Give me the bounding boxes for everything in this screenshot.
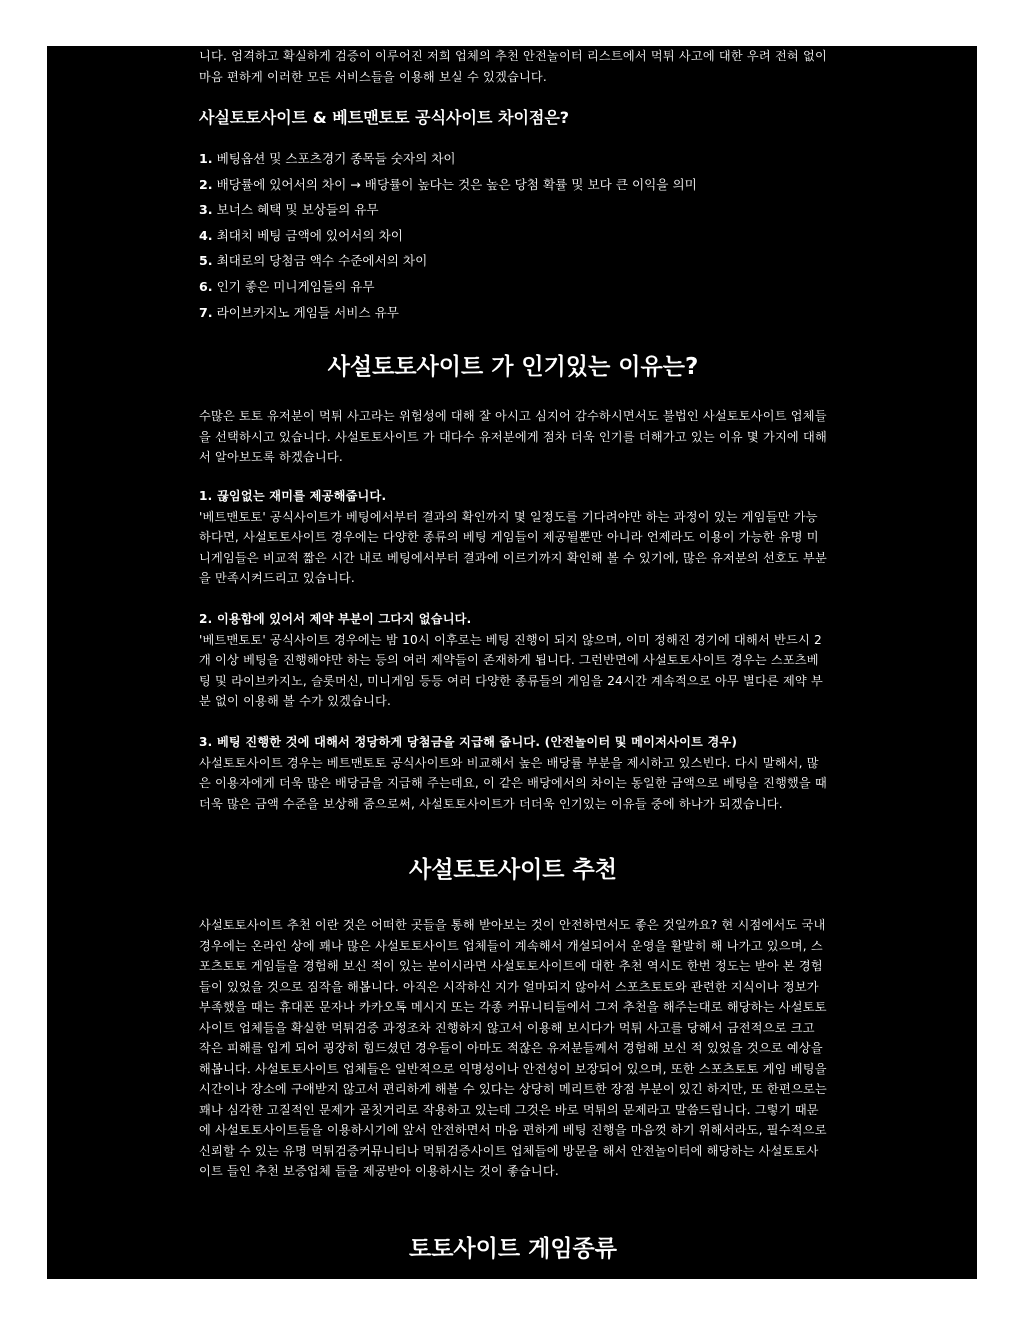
list-text: 최대로의 당첨금 액수 수준에서의 차이 [216, 253, 428, 269]
list-item [199, 197, 827, 223]
list-number: 1. [199, 151, 213, 166]
list-item [199, 172, 827, 198]
reason-title: 1. 끊임없는 재미를 제공해줍니다. [199, 489, 387, 503]
list-number: 2. [199, 176, 213, 192]
lead-paragraph: 니다. 엄격하고 확실하게 검증이 이루어진 저희 업체의 추천 안전놀이터 리스트에서 먹튀 사고에 대한 우려 전혀 없이 마음 편하게 이러한 모든 서비스들을 이용해 보실 수 있겠습니다. [199, 49, 827, 84]
list-text: 라이브카지노 게임들 서비스 유무 [216, 304, 399, 320]
comparison-heading: 사실토토사이트 & 베트맨토토 공식사이트 차이점은? [199, 108, 570, 127]
list-item [199, 300, 827, 326]
reason-body: 사설토토사이트 경우는 베트맨토토 공식사이트와 비교해서 높은 배당률 부분을 제시하고 있스빈다. 다시 말해서, 많은 이용자에게 더욱 많은 배당금을 지급해 주는데요, 이 같은 배당에서의 차이는 동일한 금액으로 베팅을 진행했을 때 더욱 많은 금액 수준을 보상해 줌으로써, 사설토토사이트가 더더욱 인기있는 이유들 중에 하나가 되겠습니다. [199, 755, 827, 811]
reason-title: 2. 이용함에 있어서 제약 부분이 그다지 없습니다. [199, 612, 472, 626]
list-text: 최대치 베팅 금액에 있어서의 차이 [216, 227, 403, 243]
differences-list [199, 146, 827, 325]
list-item [199, 223, 827, 249]
list-item [199, 248, 827, 274]
list-number: 7. [199, 304, 213, 320]
list-item [199, 274, 827, 300]
reason-block [199, 732, 827, 814]
list-text: 베팅옵션 및 스포츠경기 종목들 숫자의 차이 [216, 151, 456, 166]
document-page [47, 46, 977, 1279]
recommend-heading: 사설토토사이트 추천 [409, 857, 617, 883]
reasons-section [199, 486, 827, 835]
reason-block [199, 609, 827, 712]
reason-block [199, 486, 827, 589]
popularity-heading: 사설토토사이트 가 인기있는 이유는? [327, 354, 699, 380]
list-number: 6. [199, 278, 213, 294]
list-number: 4. [199, 227, 213, 243]
recommend-paragraph: 사설토토사이트 추천 이란 것은 어떠한 곳들을 통해 받아보는 것이 안전하면서도 좋은 것일까요? 현 시점에서도 국내 경우에는 온라인 상에 꽤나 많은 사설토토사이트 업체들이 계속해서 개설되어서 운영을 활발히 해 나가고 있으며, 스포츠토토 게임들을 경험해 보신 적이 있는 분이시라면 사설토토사이트에 대한 추천 역시도 한번 정도는 받아 본 경험들이 있었을 것으로 짐작을 해봅니다. 아직은 시작하신 지가 얼마되지 않아서 스포츠토토와 관련한 지식이나 정보가 부족했을 때는 휴대폰 문자나 카카오톡 메시지 또는 각종 커뮤니티들에서 그저 추천을 해주는대로 해당하는 사설토토사이트 업체들을 확실한 먹튀검증 과정조차 진행하지 않고서 이용해 보시다가 먹튀 사고를 당해서 금전적으로 크고 작은 피해를 입게 되어 굉장히 힘드셨던 경우들이 아마도 적잖은 유저분들께서 경험해 보신 적 있었을 것으로 예상을 해봅니다. 사설토토사이트 업체들은 일반적으로 익명성이나 안전성이 보장되어 있으며, 또한 스포츠토토 게임 베팅을 시간이나 장소에 구애받지 않고서 편리하게 해볼 수 있다는 상당히 메리트한 장점 부분이 있긴 하지만, 또 한편으로는 꽤나 심각한 고질적인 문제가 골칫거리로 작용하고 있는데 그것은 바로 먹튀의 문제라고 말씀드립니다. 그렇기 때문에 사설토토사이트들을 이용하시기에 앞서 안전하면서 마음 편하게 베팅 진행을 마음껏 하기 위해서라도, 필수적으로 신뢰할 수 있는 유명 먹튀검증커뮤니티나 먹튀검증사이트 업체들에 방문을 해서 안전놀이터에 해당하는 사설토토사이트 들인 추천 보증업체 들을 제공받아 이용하시는 것이 좋습니다. [199, 918, 827, 1178]
list-number: 5. [199, 253, 213, 269]
list-text: 배당률에 있어서의 차이 → 배당률이 높다는 것은 높은 당첨 확률 및 보다 큰 이익을 의미 [216, 176, 697, 192]
game-types-heading: 토토사이트 게임종류 [409, 1236, 617, 1262]
reason-title: 3. 베팅 진행한 것에 대해서 정당하게 당첨금을 지급해 줍니다. (안전놀이터 및 메이저사이트 경우) [199, 735, 738, 749]
list-number: 3. [199, 202, 213, 218]
list-text: 보너스 혜택 및 보상들의 유무 [216, 202, 379, 218]
list-item [199, 146, 827, 172]
reason-body: '베트맨토토' 공식사이트가 베팅에서부터 결과의 확인까지 몇 일정도를 기다려야만 하는 과정이 있는 게임들만 가능하다면, 사설토토사이트 경우에는 다양한 종류의 베팅 게임들이 제공될뿐만 아니라 언제라도 이용이 가능한 유명 미니게임들은 비교적 짧은 시간 내로 베팅에서부터 결과에 이르기까지 확인해 볼 수 있기에, 많은 유저분의 선호도 부분을 만족시켜드리고 있습니다. [199, 509, 827, 585]
reason-body: '베트맨토토' 공식사이트 경우에는 밤 10시 이후로는 베팅 진행이 되지 않으며, 이미 정해진 경기에 대해서 반드시 2개 이상 베팅을 진행해야만 하는 등의 여러 제약들이 존재하게 됩니다. 그런반면에 사설토토사이트 경우는 스포츠베팅 및 라이브카지노, 슬롯머신, 미니게임 등등 여러 다양한 종류들의 게임을 24시간 계속적으로 아무 별다른 제약 부분 없이 이용해 볼 수가 있겠습니다. [199, 632, 823, 708]
popularity-intro: 수많은 토토 유저분이 먹튀 사고라는 위험성에 대해 잘 아시고 심지어 감수하시면서도 불법인 사설토토사이트 업체들을 선택하시고 있습니다. 사설토토사이트 가 대다수 유저분에게 점차 더욱 인기를 더해가고 있는 이유 몇 가지에 대해서 알아보도록 하겠습니다. [199, 409, 827, 464]
list-text: 인기 좋은 미니게임들의 유무 [216, 278, 375, 294]
